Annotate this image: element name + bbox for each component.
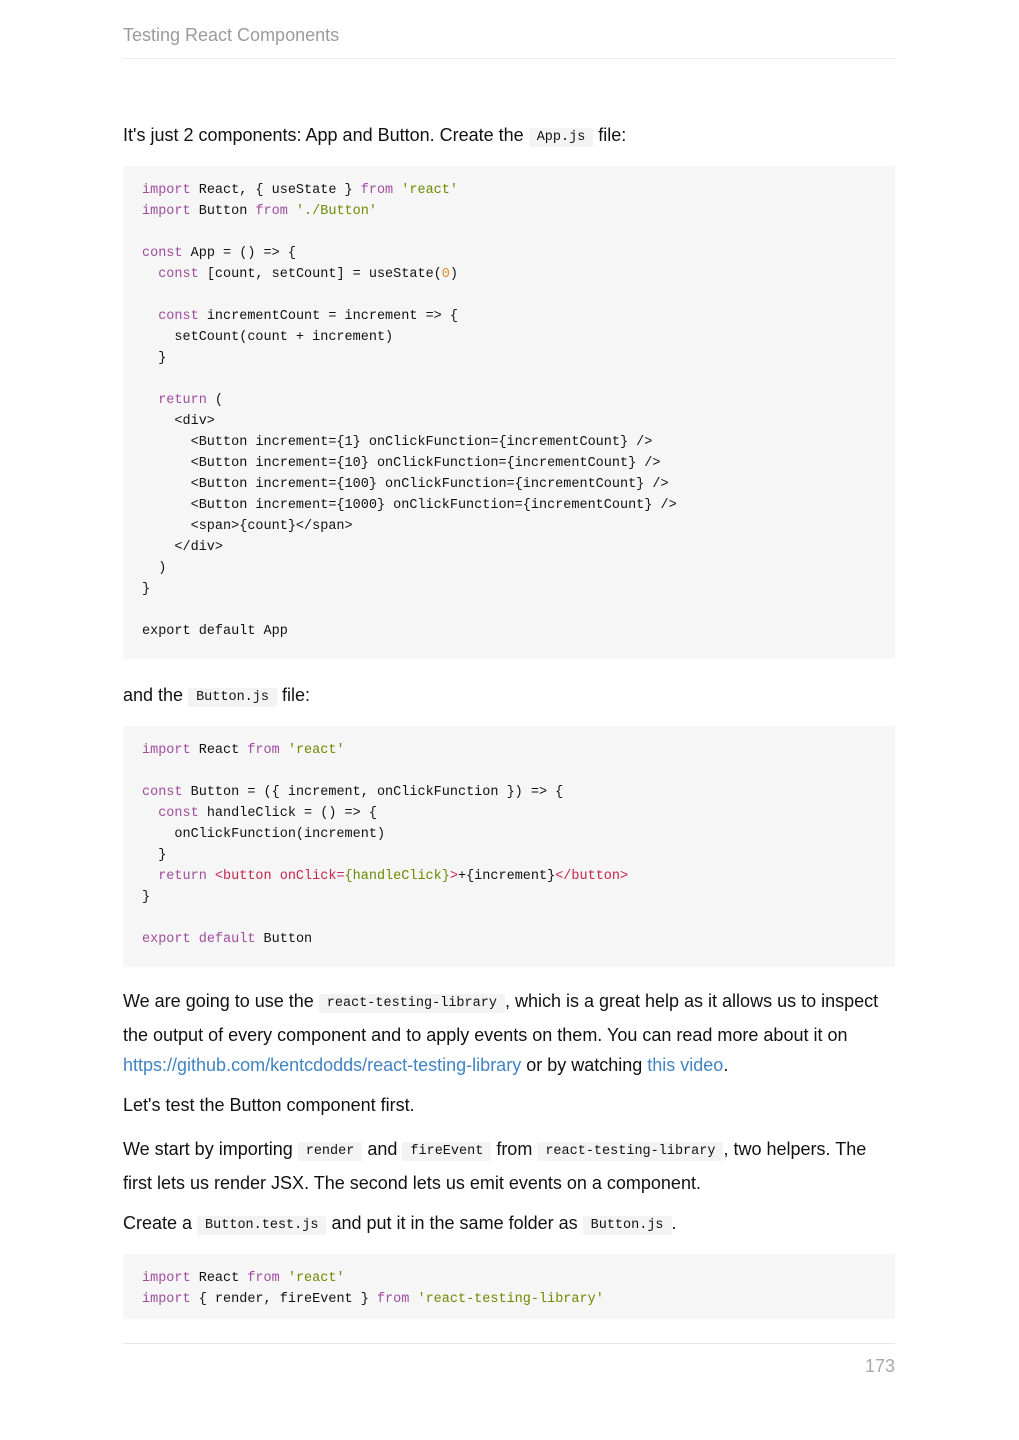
page-number: 173 xyxy=(864,1356,895,1376)
code-token-str: 'react-testing-library' xyxy=(417,1292,604,1307)
code-token xyxy=(142,267,158,282)
code-token xyxy=(280,743,288,758)
code-line xyxy=(142,390,876,411)
library-paragraph xyxy=(123,986,895,1080)
code-line xyxy=(142,782,876,803)
code-line xyxy=(142,201,876,222)
code-token-str: 'react' xyxy=(401,183,458,198)
code-line xyxy=(142,495,876,516)
code-line xyxy=(142,348,876,369)
button-intro-paragraph xyxy=(123,680,895,714)
code-line xyxy=(142,1289,876,1310)
code-token xyxy=(191,204,199,219)
code-line xyxy=(142,306,876,327)
code-line xyxy=(142,369,876,390)
code-token: } xyxy=(142,890,151,905)
code-token: +{increment} xyxy=(457,869,556,884)
code-line xyxy=(142,222,876,243)
code-token xyxy=(191,1292,199,1307)
import-text-3: from xyxy=(491,1139,538,1159)
code-line xyxy=(142,453,876,474)
code-token-kw: const xyxy=(158,309,199,324)
code-token xyxy=(183,785,191,800)
code-token: Button xyxy=(198,204,256,219)
code-token-kw: return xyxy=(158,869,207,884)
code-token: React xyxy=(198,743,248,758)
library-text-1: We are going to use the xyxy=(123,991,319,1011)
code-token-kw: import xyxy=(142,743,191,758)
code-token xyxy=(199,309,207,324)
code-token: } xyxy=(142,582,151,597)
code-line xyxy=(142,516,876,537)
code-line xyxy=(142,537,876,558)
code-line xyxy=(142,180,876,201)
code-block-app-js xyxy=(123,166,895,659)
code-block-button-test-js xyxy=(123,1254,895,1319)
code-token: <Button increment={100} onClickFunction={incrementCount} /> xyxy=(142,477,669,492)
code-token xyxy=(191,1271,199,1286)
code-token: React, { useState } xyxy=(198,183,361,198)
code-line xyxy=(142,761,876,782)
intro-text: It's just 2 components: App and Button. Create the xyxy=(123,125,529,145)
running-header: Testing React Components xyxy=(123,25,340,45)
code-token: Button xyxy=(255,932,313,947)
code-line xyxy=(142,908,876,929)
code-token: <Button increment={10} onClickFunction={incrementCount} /> xyxy=(142,456,661,471)
library-text-2: , which is a great help as it allows us to inspect the output of every component and to apply events on them. You can read more about it on xyxy=(123,991,879,1045)
code-token-kw: from xyxy=(255,204,288,219)
code-token-kw: import xyxy=(142,204,191,219)
code-token-kw: from xyxy=(360,183,394,198)
library-text-3: or by watching xyxy=(521,1055,648,1075)
code-token-kw: from xyxy=(247,1271,280,1286)
library-text-4: . xyxy=(723,1055,729,1075)
import-paragraph xyxy=(123,1134,895,1198)
code-token xyxy=(191,932,199,947)
code-token: onClickFunction(increment) xyxy=(142,827,386,842)
code-line xyxy=(142,887,876,908)
code-token-str: 'react' xyxy=(287,1271,345,1286)
inline-code-react-testing-library: react-testing-library xyxy=(319,994,505,1013)
header-divider xyxy=(123,58,895,59)
code-token: } xyxy=(142,848,167,863)
code-line xyxy=(142,600,876,621)
code-token xyxy=(142,806,158,821)
code-token-kw: const xyxy=(158,267,199,282)
code-token xyxy=(142,309,158,324)
code-token-tag: > xyxy=(449,869,458,884)
code-token-kw: return xyxy=(158,393,207,408)
intro-paragraph xyxy=(123,120,895,154)
code-token-num: 0 xyxy=(441,267,450,282)
code-token-kw: const xyxy=(142,785,183,800)
code-token: React xyxy=(198,1271,248,1286)
code-line xyxy=(142,579,876,600)
code-token-kw: export xyxy=(142,932,191,947)
code-token-kw: default xyxy=(198,932,256,947)
code-token: [count, setCount] = useState( xyxy=(206,267,442,282)
code-token xyxy=(191,183,199,198)
import-text-4: , two helpers. The first lets us render JSX. The second lets us emit events on a component. xyxy=(123,1139,867,1193)
code-line xyxy=(142,803,876,824)
code-token: <Button increment={1} onClickFunction={incrementCount} /> xyxy=(142,435,653,450)
code-token xyxy=(183,246,191,261)
video-link[interactable]: this video xyxy=(647,1055,724,1075)
code-token: ) xyxy=(449,267,458,282)
code-token xyxy=(142,869,158,884)
code-line xyxy=(142,558,876,579)
code-line xyxy=(142,740,876,761)
code-token: { render, fireEvent } xyxy=(198,1292,377,1307)
code-line xyxy=(142,411,876,432)
inline-code-button-js: Button.js xyxy=(188,688,277,707)
code-token xyxy=(207,869,215,884)
code-token-tag: <button onClick= xyxy=(214,869,345,884)
code-line xyxy=(142,929,876,950)
github-link[interactable]: https://github.com/kentcdodds/react-testing-library xyxy=(123,1055,522,1075)
code-line xyxy=(142,264,876,285)
code-token xyxy=(142,393,158,408)
code-token: <span>{count}</span> xyxy=(142,519,353,534)
code-block-button-js xyxy=(123,726,895,967)
code-token: <Button increment={1000} onClickFunction={incrementCount} /> xyxy=(142,498,677,513)
footer-divider xyxy=(123,1343,895,1344)
code-token: handleClick = () => { xyxy=(206,806,377,821)
code-token-kw: const xyxy=(158,806,199,821)
inline-code-button-js-2: Button.js xyxy=(583,1216,672,1235)
code-line xyxy=(142,432,876,453)
code-line xyxy=(142,1268,876,1289)
code-line xyxy=(142,824,876,845)
import-text-2: and xyxy=(362,1139,403,1159)
code-token: App = () => { xyxy=(190,246,296,261)
create-text-2: and put it in the same folder as xyxy=(326,1213,583,1233)
code-line xyxy=(142,866,876,887)
code-token xyxy=(280,1271,288,1286)
create-text-3: . xyxy=(671,1213,677,1233)
code-line xyxy=(142,285,876,306)
code-token xyxy=(199,267,207,282)
code-token-kw: from xyxy=(376,1292,410,1307)
inline-code-render: render xyxy=(298,1142,363,1161)
test-first-paragraph: Let's test the Button component first. xyxy=(123,1095,415,1115)
code-token xyxy=(191,743,199,758)
code-token: <div> xyxy=(142,414,215,429)
code-token: export default App xyxy=(142,624,288,639)
code-token-kw: import xyxy=(142,1271,191,1286)
intro-text-end: file: xyxy=(593,125,627,145)
code-token xyxy=(288,204,296,219)
code-line xyxy=(142,327,876,348)
code-token-str: {handleClick} xyxy=(344,869,450,884)
code-token-kw: import xyxy=(142,1292,191,1307)
code-token-str: 'react' xyxy=(287,743,345,758)
inline-code-react-testing-library-2: react-testing-library xyxy=(537,1142,723,1161)
code-line xyxy=(142,474,876,495)
code-token: </div> xyxy=(142,540,224,555)
code-token-kw: import xyxy=(142,183,191,198)
code-token: Button = ({ increment, onClickFunction }) => { xyxy=(190,785,564,800)
code-token: } xyxy=(142,351,167,366)
code-token-str: './Button' xyxy=(295,204,377,219)
import-text-1: We start by importing xyxy=(123,1139,298,1159)
code-token-kw: from xyxy=(247,743,280,758)
inline-code-app-js: App.js xyxy=(529,128,594,147)
create-text-1: Create a xyxy=(123,1213,198,1233)
code-line xyxy=(142,243,876,264)
code-token xyxy=(199,806,207,821)
code-token: incrementCount = increment => { xyxy=(206,309,458,324)
create-paragraph xyxy=(123,1208,895,1242)
button-intro-text-end: file: xyxy=(276,685,310,705)
code-token: setCount(count + increment) xyxy=(142,330,394,345)
code-line xyxy=(142,845,876,866)
code-token: ( xyxy=(206,393,224,408)
code-token: ) xyxy=(142,561,167,576)
code-token-tag: </button> xyxy=(555,869,629,884)
inline-code-fireevent: fireEvent xyxy=(402,1142,491,1161)
code-token-kw: const xyxy=(142,246,183,261)
button-intro-text: and the xyxy=(123,685,189,705)
inline-code-button-test-js: Button.test.js xyxy=(197,1216,326,1235)
code-line xyxy=(142,621,876,642)
